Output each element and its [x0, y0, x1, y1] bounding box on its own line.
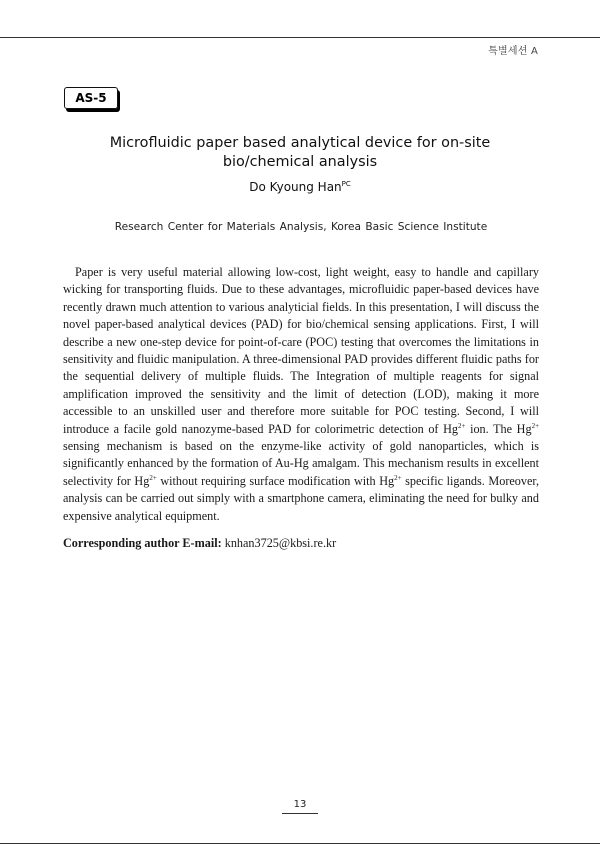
corresponding-author [63, 536, 539, 551]
superscript: 2+ [531, 421, 540, 430]
footer-rule [0, 843, 600, 844]
author-name: Do Kyoung Han [249, 180, 342, 194]
superscript: 2+ [394, 473, 402, 482]
paper-title [100, 134, 500, 172]
header-rule [0, 37, 600, 38]
page-number-underline [282, 813, 318, 814]
corresponding-label: Corresponding author E-mail: [63, 536, 222, 550]
title-line-2: bio/chemical analysis [222, 154, 378, 170]
abstract-text: specific ligands. Moreover, analysis can be carried out simply with a smartphone camera, eliminating the need for bulky and expensive analytical equipment. [63, 473, 539, 523]
superscript: 2+ [458, 421, 466, 430]
title-line-1: Microfluidic paper based analytical device for on-site [109, 135, 491, 151]
abstract-text: Paper is very useful material allowing low-cost, light weight, easy to handle and capillary wicking for transporting fluids. Due to these advantages, microfluidic paper-based devices have recently drawn much attention to various analyticial fields. In this presentation, I will discuss the novel paper-based analytical devices (PAD) for bio/chemical sensing applications. First, I will describe a new one-step device for point-of-care (POC) testing that overcomes the limitations in sensitivity and fluidic manipulation. A three-dimensional PAD provides different fluidic paths for the sequential delivery of multiple fluids. The Integration of multiple reagents for signal amplification improved the sensitivity and the limit of detection (LOD), making it more accessible to an unskilled user and therefore more suitable for POC testing. Second, I will introduce a facile gold nanozyme-based PAD for colorimetric detection of Hg [63, 265, 539, 436]
affiliation: Research Center for Materials Analysis, Korea Basic Science Institute [114, 221, 488, 233]
corresponding-email: knhan3725@kbsi.re.kr [224, 536, 337, 550]
superscript: 2+ [149, 473, 157, 482]
section-label: 특별세션 A [488, 46, 538, 57]
author-superscript: PC [341, 180, 351, 188]
abstract-code-badge: AS-5 [64, 87, 118, 109]
author-line [100, 180, 500, 194]
page-number: 13 [293, 799, 307, 810]
abstract-text: ion. The Hg [465, 421, 532, 436]
abstract-text: without requiring surface modification with Hg [156, 473, 395, 488]
abstract-body [63, 264, 539, 525]
abstract-text: sensing mechanism is based on the enzyme-like activity of gold nanoparticles, which is significantly enhanced by the formation of Au-Hg amalgam. This mechanism results in excellent selectivity for Hg [63, 439, 539, 488]
